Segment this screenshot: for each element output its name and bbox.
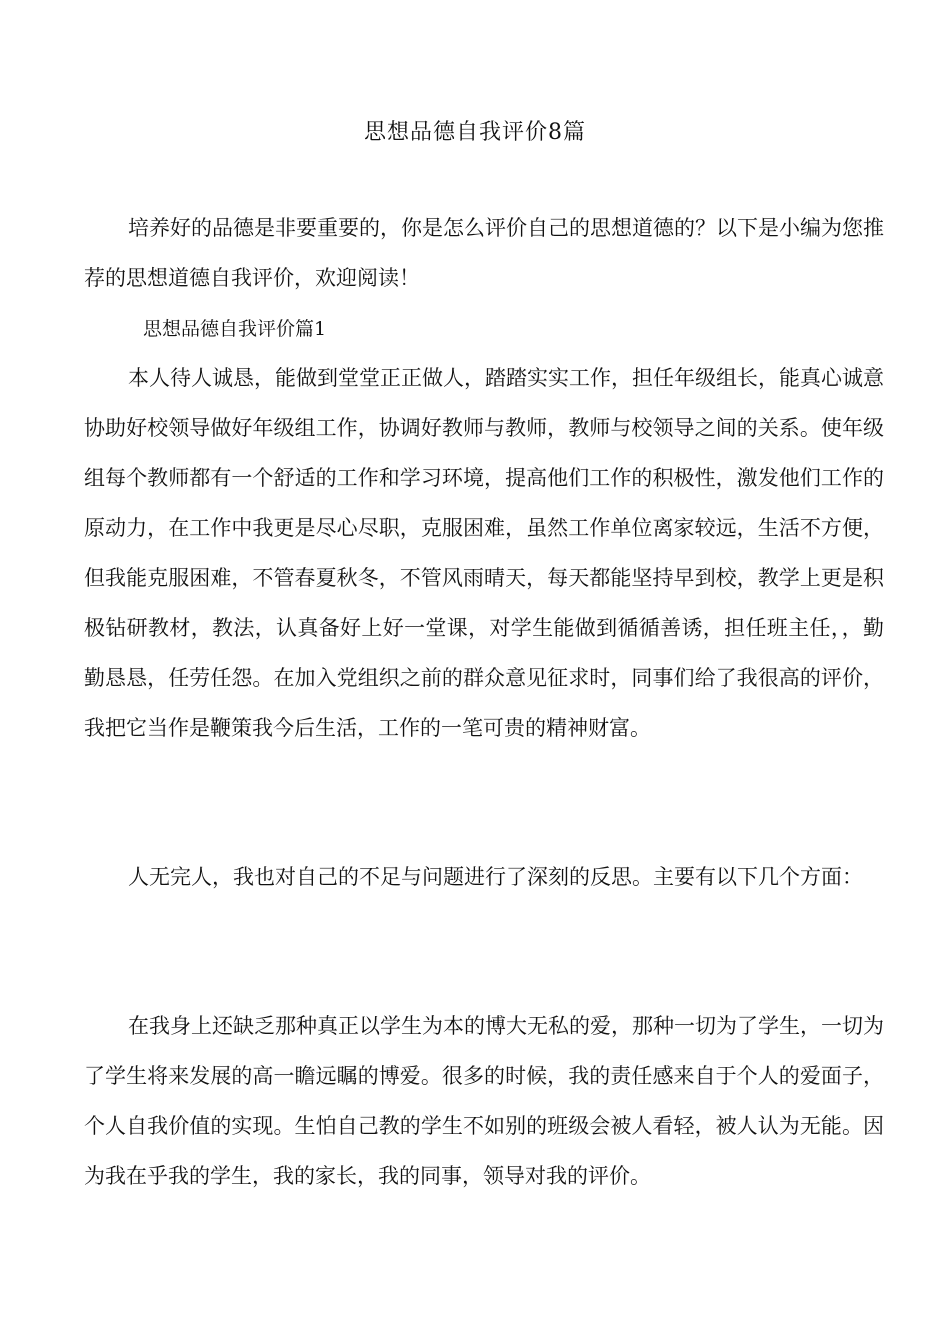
intro-paragraph: 培养好的品德是非要重要的，你是怎么评价自己的思想道德的？以下是小编为您推荐的思想道德自我评价，欢迎阅读！: [84, 216, 884, 290]
document-title: 思想品德自我评价8篇: [364, 120, 586, 145]
body-paragraph: 在我身上还缺乏那种真正以学生为本的博大无私的爱，那种一切为了学生，一切为了学生将来发展的高一瞻远瞩的博爱。很多的时候，我的责任感来自于个人的爱面子，个人自我价值的实现。生怕自己教的学生不如别的班级会被人看轻，被人认为无能。因为我在乎我的学生，我的家长，我的同事，领导对我的评价。: [84, 1014, 884, 1188]
section-heading: 思想品德自我评价篇1: [143, 318, 327, 340]
body-paragraph: 人无完人，我也对自己的不足与问题进行了深刻的反思。主要有以下几个方面：: [128, 865, 863, 889]
body-paragraph: 本人待人诚恳，能做到堂堂正正做人，踏踏实实工作，担任年级组长，能真心诚意协助好校领导做好年级组工作，协调好教师与教师，教师与校领导之间的关系。使年级组每个教师都有一个舒适的工作和学习环境，提高他们工作的积极性，激发他们工作的原动力，在工作中我更是尽心尽职，克服困难，虽然工作单位离家较远，生活不方便，但我能克服困难，不管春夏秋冬，不管风雨晴天，每天都能坚持早到校，教学上更是积极钻研教材，教法，认真备好上好一堂课，对学生能做到循循善诱，担任班主任，，勤勤恳恳，任劳任怨。在加入党组织之前的群众意见征求时，同事们给了我很高的评价，我把它当作是鞭策我今后生活，工作的一笔可贵的精神财富。: [84, 366, 884, 740]
